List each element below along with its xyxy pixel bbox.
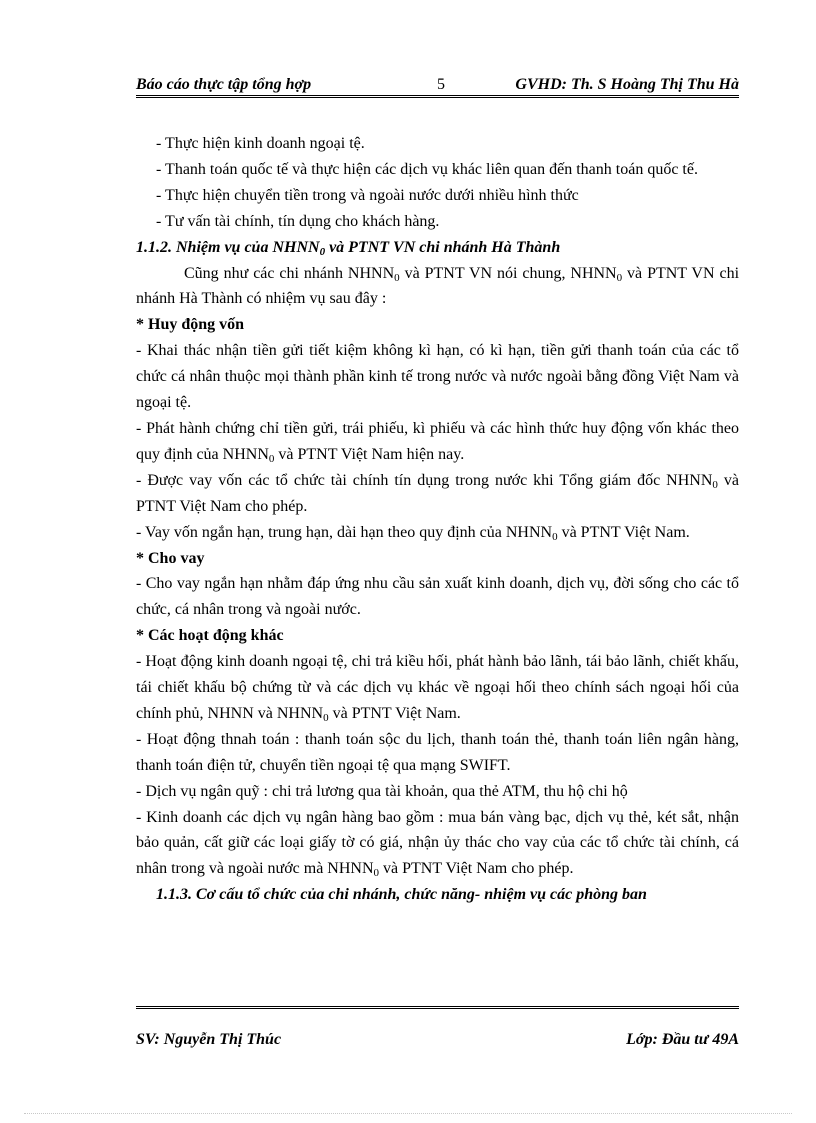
bullet-money-transfer: - Thực hiện chuyển tiền trong và ngoài nước dưới nhiều hình thức xyxy=(156,186,579,204)
section-intro-paragraph: Cũng như các chi nhánh $NHNN_0$ và PTNT VN nói chung, $NHNN_0$ và PTNT VN chi nhánh Hà Thành có nhiệm vụ sau đây : xyxy=(136,264,740,308)
paragraph-term-loans: - Vay vốn ngắn hạn, trung hạn, dài hạn theo quy định của $NHNN_0$ và PTNT Việt Nam. xyxy=(136,523,690,543)
page-header xyxy=(136,74,739,98)
bullet-international-payment: - Thanh toán quốc tế và thực hiện các dịch vụ khác liên quan đến thanh toán quốc tế. xyxy=(156,160,698,178)
paragraph-deposits: - Khai thác nhận tiền gửi tiết kiệm không kì hạn, có kì hạn, tiền gửi thanh toán của các tổ chức cá nhân thuộc mọi thành phần kinh tế trong nước và nước ngoài bằng đồng Việt Nam và ngoại tệ. xyxy=(136,342,739,412)
footer-class: Lớp: Đầu tư 49A xyxy=(626,1031,739,1048)
paragraph-banking-services: - Kinh doanh các dịch vụ ngân hàng bao gồm : mua bán vàng bạc, dịch vụ thẻ, két sắt, nhận bảo quản, cất giữ các loại giấy tờ có giá, nhận ủy thác cho vay của các tổ chức tài chính, cá nhân trong và ngoài nước mà $NHNN_0$ và PTNT Việt Nam cho phép. xyxy=(136,808,739,880)
footer-student-name: SV: Nguyễn Thị Thúc xyxy=(136,1031,282,1048)
section-heading-1-1-3: 1.1.3. Cơ cấu tổ chức của chi nhánh, chức năng- nhiệm vụ các phòng ban xyxy=(156,886,647,904)
paragraph-short-term-lending: - Cho vay ngắn hạn nhằm đáp ứng nhu cầu sản xuất kinh doanh, dịch vụ, đời sống cho các tổ chức, cá nhân trong và ngoài nước. xyxy=(136,575,739,619)
paragraph-treasury: - Dịch vụ ngân quỹ : chi trả lương qua tài khoản, qua thẻ ATM, thu hộ chi hộ xyxy=(136,782,628,800)
paragraph-borrowing: - Được vay vốn các tổ chức tài chính tín dụng trong nước khi Tổng giám đốc $NHNN_0$ và PTNT Việt Nam cho phép. xyxy=(136,471,739,515)
header-supervisor: GVHD: Th. S Hoàng Thị Thu Hà xyxy=(515,76,739,93)
bullet-financial-advice: - Tư vấn tài chính, tín dụng cho khách hàng. xyxy=(156,212,440,230)
page-edge-divider xyxy=(24,1113,792,1114)
header-report-title: Báo cáo thực tập tổng hợp xyxy=(136,76,312,93)
page-footer xyxy=(136,1006,739,1050)
bullet-foreign-currency: - Thực hiện kinh doanh ngoại tệ. xyxy=(156,135,365,152)
paragraph-certificates: - Phát hành chứng chỉ tiền gửi, trái phiếu, kì phiếu và các hình thức huy động vốn khác theo quy định của $NHNN_0$ và PTNT Việt Nam hiện nay. xyxy=(136,419,739,465)
document-body xyxy=(136,131,739,908)
subheading-lending: * Cho vay xyxy=(136,549,205,567)
subheading-capital-mobilization: * Huy động vốn xyxy=(136,316,245,334)
section-heading-1-1-2: 1.1.2. Nhiệm vụ của $NHNN_0$ và PTNT VN chi nhánh Hà Thành xyxy=(136,238,561,258)
subheading-other-activities: * Các hoạt động khác xyxy=(136,627,284,645)
paragraph-payments: - Hoạt động thnah toán : thanh toán sộc du lịch, thanh toán thẻ, thanh toán liên ngân hàng, thanh toán điện tử, chuyển tiền ngoại tệ qua mạng SWIFT. xyxy=(136,730,739,774)
header-page-number: 5 xyxy=(437,76,445,93)
paragraph-foreign-exchange: - Hoạt động kinh doanh ngoại tệ, chi trả kiều hối, phát hành bảo lãnh, tái bảo lãnh, chiết khấu, tái chiết khấu bộ chứng từ và các dịch vụ khác về ngoại hối theo chính sách ngoại hối của chính phủ, NHNN và $NHNN_0$ và PTNT Việt Nam. xyxy=(136,653,739,724)
